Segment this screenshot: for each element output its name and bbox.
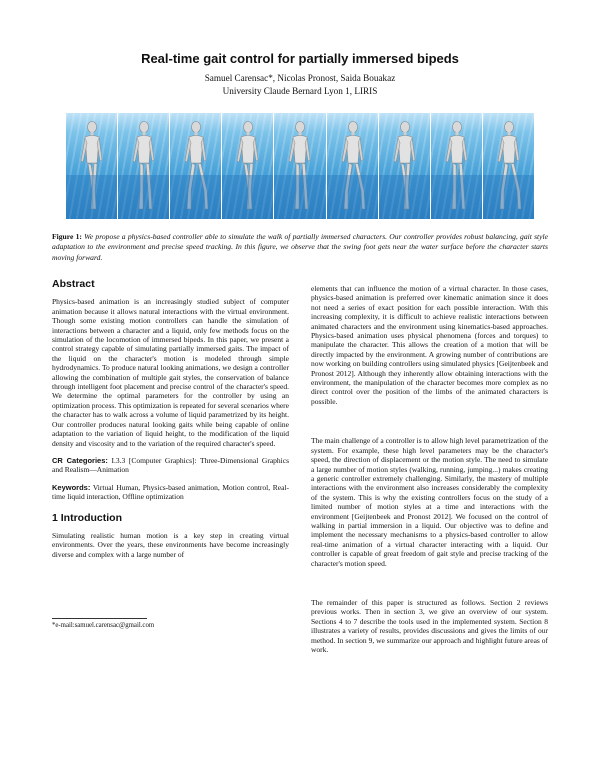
teaser-figure	[66, 113, 534, 219]
right-column	[311, 284, 548, 662]
author-list: Samuel Carensac*, Nicolas Pronost, Saida Bouakaz	[204, 73, 396, 83]
walking-character-icon	[483, 113, 534, 219]
walking-character-icon	[327, 113, 378, 219]
walking-character-icon	[431, 113, 482, 219]
abstract-text: Physics-based animation is an increasingly studied subject of computer animation because it allows natural interactions with the virtual environment. Though some existing motion controllers can handle the simulation of interactions between a character and a liquid, only few methods focus on the simulation of the locomotion of immersed bipeds. In this paper, we present a control strategy capable of simulating partially immersed gaits. The impact of the liquid on the character's motion is modeled through simple hydrodynamics. To produce natural looking animations, we design a controller allowing the combination of multiple gait styles, the conservation of balance through intelligent foot placement and precise control of the character's speed. We determine the optimal parameters for the controller by using an optimization process. This optimization is repeated for several scenarios where the character has to walk across a volume of liquid parametrized by its height. Our controller produces natural looking gaits while being capable of online adaptation to the variation of liquid height, to the modification of the liquid density and viscosity and to the variation of the required character's speed.	[52, 297, 289, 448]
teaser-frame	[66, 113, 117, 219]
cr-label: CR Categories:	[52, 455, 108, 465]
left-column	[52, 280, 289, 567]
intro-paragraph-2: The main challenge of a controller is to allow high level parametrization of the system. For example, these high level parameters may be the character's speed, the direction of displacement or the motion style. The need to simulate a large number of motion styles (walking, running, jumping...) makes creating a generic controller extremely challenging. Similarly, the mastery of multiple interactions with the environment also increases considerably the complexity of the system. This is why the existing controllers focus on the study of a limited number of motion styles at a time and interactions with the environment [Geijtenbeek and Pronost 2012]. We focused on the control of walking in partial immersion in a liquid. Our objective was to define and implement the necessary mechanisms to a physics-based controller to allow real-time animation of a virtual character interacting with a liquid. Our controller is capable of great freedom of gait style and precise tracking of the character's motion speed.	[311, 436, 548, 568]
teaser-frame	[222, 113, 273, 219]
teaser-frame	[274, 113, 325, 219]
teaser-frame	[327, 113, 378, 219]
footnote-rule	[52, 618, 147, 619]
intro-paragraph-1-cont: elements that can influence the motion of a virtual character. In those cases, physics-based animation is preferred over kinematic animation since it does not need a series of exact position for each possible interaction. With this increasing complexity, it is difficult to achieve realistic interactions between animated characters and the environment using kinematics-based approaches. Physics-based animation uses physical phenomena (forces and torques) to manipulate the character. This allows the creation of a motion that will be directly impacted by the environment. A growing number of contributions are now working on building controllers using simulated physics [Geijtenbeek and Pronost 2012]. Although they inherently allow obtaining interactions with the environment, the manipulation of the character becomes more complex as no direct control over the position of the limbs of the animated characters is possible.	[311, 284, 548, 406]
intro-paragraph-3: The remainder of this paper is structured as follows. Section 2 reviews previous works. Then in section 3, we give an overview of our system. Sections 4 to 7 describe the tools used in the implemented system. Section 8 illustrates a variety of results, provides discussions and gives the limits of our method. In section 9, we summarize our approach and highlight future areas of work.	[311, 597, 548, 654]
walking-character-icon	[118, 113, 169, 219]
cr-text: I.3.3 [Computer Graphics]: Three-Dimensional Graphics and Realism—Animation	[52, 455, 290, 475]
teaser-frame	[379, 113, 430, 219]
walking-character-icon	[222, 113, 273, 219]
teaser-frame	[118, 113, 169, 219]
figure-label: Figure 1:	[52, 232, 82, 241]
walking-character-icon	[66, 113, 117, 219]
teaser-frame	[483, 113, 534, 219]
affiliation: University Claude Bernard Lyon 1, LIRIS	[222, 86, 378, 96]
keywords-text: Virtual Human, Physics-based animation, Motion control, Real-time liquid interaction, Offline optimization	[52, 482, 289, 502]
teaser-frame	[170, 113, 221, 219]
figure-caption-text: We propose a physics-based controller able to simulate the walk of partially immersed characters. Our controller provides robust balancing, gait style adaptation to the environment and precise speed tracking. In this figure, we observe that the swing foot gets near the water surface before the character starts moving forward.	[52, 232, 548, 262]
cr-categories	[52, 456, 289, 475]
footnote: *e-mail:samuel.carensac@gmail.com	[52, 622, 155, 629]
paper-title: Real-time gait control for partially immersed bipeds	[141, 51, 459, 66]
figure-caption	[52, 232, 548, 263]
walking-character-icon	[274, 113, 325, 219]
intro-heading: 1 Introduction	[52, 511, 122, 524]
intro-paragraph-1: Simulating realistic human motion is a key step in creating virtual environments. Over the years, these environments have become increasingly diverse and complex with a large number of	[52, 530, 289, 559]
walking-character-icon	[379, 113, 430, 219]
keywords-label: Keywords:	[52, 482, 91, 492]
abstract-heading: Abstract	[52, 278, 95, 290]
walking-character-icon	[170, 113, 221, 219]
keywords	[52, 483, 289, 502]
teaser-frame	[431, 113, 482, 219]
